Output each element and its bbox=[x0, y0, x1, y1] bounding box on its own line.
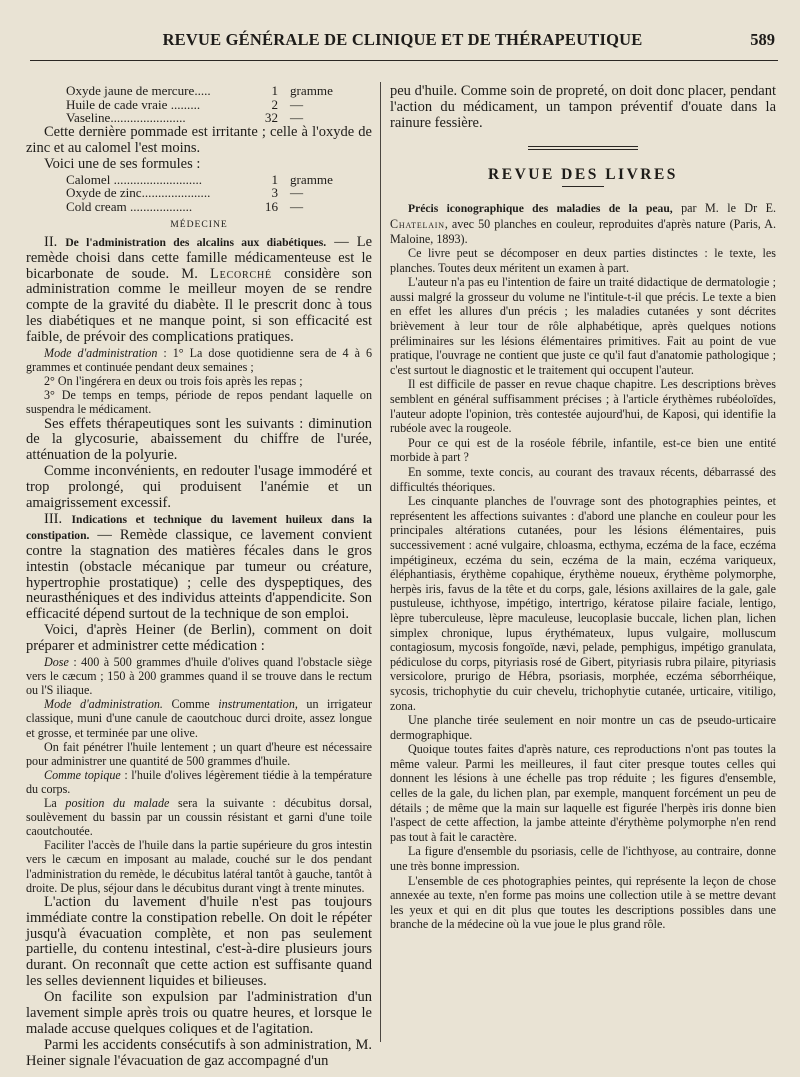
section-title: De l'administration des alcalins aux diabétiques. bbox=[65, 235, 327, 249]
paragraph: On fait pénétrer l'huile lentement ; un quart d'heure est nécessaire pour administrer une quantité de 500 grammes d'huile. bbox=[26, 739, 372, 768]
ingredient-qty: 2 bbox=[271, 96, 278, 112]
paragraph: L'auteur n'a pas eu l'intention de faire un traité didactique de dermatologie ; aussi malgré la grosseur du volume ne l'intitule-t-il que précis. Le texte a bien en effet les allures d'un précis ; les maladies cutanées y sont décrites brièvement à leur tour de rôle alphabétique, après quelques notions préliminaires sur les lésions élémentaires primitives. Fait au point de vue pratique, l'ouvrage ne contient que juste ce qu'il faut d'anatomie pathologique ; c'est surtout le diagnostic et le traitement qui occupent l'auteur. bbox=[390, 275, 776, 377]
paragraph: L'action du lavement d'huile n'est pas toujours immédiate contre la constipation rebelle. On doit le répéter jusqu'à évacuation complète, et non pas seulement partielle, du contenu intestinal, c'est-à-dire plusieurs jours durant. On reconnaît que cette action est suffisante quand les selles deviennent liquides et bilieuses. bbox=[26, 893, 372, 990]
journal-title: REVUE GÉNÉRALE DE CLINIQUE ET DE THÉRAPEUTIQUE bbox=[162, 30, 643, 49]
ingredient-name: Oxyde jaune de mercure..... bbox=[66, 84, 211, 98]
section-number: II. bbox=[44, 233, 58, 250]
mode-admin-paragraph bbox=[26, 697, 372, 739]
ingredient-qty: 1 bbox=[271, 83, 278, 98]
book-citation bbox=[390, 201, 776, 246]
ingredient-unit: — bbox=[290, 110, 304, 126]
ingredient-unit: — bbox=[290, 96, 304, 112]
ingredient-qty: 32 bbox=[264, 110, 278, 126]
position-label: position du malade bbox=[65, 796, 170, 811]
ingredient-unit: gramme bbox=[290, 83, 333, 98]
left-column bbox=[26, 84, 372, 1070]
paragraph: 2° On l'ingérera en deux ou trois fois après les repas ; bbox=[44, 374, 303, 389]
ingredient-qty: 1 bbox=[271, 171, 278, 187]
formula-row bbox=[26, 98, 372, 112]
paragraph: Il est difficile de passer en revue chaque chapitre. Les descriptions brèves semblent en général suffisamment précises ; à l'article érythèmes rubéoloïdes, l'auteur adopte l'opinion, très contestée aujourd'hui, de Kaposi, qui identifie la rubéole avec la rougeole. bbox=[390, 377, 776, 436]
ingredient-name: Calomel ........................... bbox=[66, 172, 203, 187]
book-author: Chatelain bbox=[390, 216, 445, 231]
instrument-label: instrumentation, bbox=[218, 697, 298, 712]
formula-row bbox=[26, 200, 372, 214]
paragraph: La figure d'ensemble du psoriasis, celle de l'ichthyose, au contraire, donne une très bonne impression. bbox=[390, 844, 776, 874]
header-rule bbox=[30, 60, 778, 61]
paragraph: Parmi les accidents consécutifs à son administration, M. Heiner signale l'évacuation de gaz accompagné d'un bbox=[26, 1036, 372, 1069]
text-run: : 400 à 500 grammes d'huile d'olives quand l'obstacle siège vers le cæcum ; 150 à 200 grammes quand il se trouve dans le rectum ou l'S iliaque. bbox=[26, 655, 372, 698]
ingredient-unit: — bbox=[290, 198, 304, 214]
formula-table-2 bbox=[26, 173, 372, 214]
paragraph: Ses effets thérapeutiques sont les suivants : diminution de la glycosurie, abaissement du chiffre de l'urée, atténuation de la polyurie. bbox=[26, 415, 372, 464]
text-run: sera la suivante : décubitus dorsal, soulèvement du bassin par un coussin résistant et garni d'une toile caoutchoutée. bbox=[26, 796, 372, 839]
section-underline bbox=[562, 186, 604, 187]
mode-paragraph bbox=[26, 346, 372, 374]
ingredient-qty: 16 bbox=[264, 198, 278, 214]
right-column bbox=[390, 84, 776, 932]
formula-table-1 bbox=[26, 84, 372, 125]
dose-label: Dose bbox=[44, 655, 69, 670]
text-run: , avec 50 planches en couleur, reproduites d'après nature (Paris, A. Maloine, 1893). bbox=[390, 216, 776, 246]
mode-admin-label: Mode d'administration. bbox=[44, 697, 163, 712]
book-title: Précis iconographique des maladies de la peau, bbox=[408, 202, 673, 216]
paragraph: Faciliter l'accès de l'huile dans la partie supérieure du gros intestin vers le cæcum en imposant au malade, couché sur le dos pendant l'administration du remède, le décubitus latéral tantôt à gauche, tantôt à droite. De plus, séjour dans le décubitus durant vingt à trente minutes. bbox=[26, 838, 372, 895]
text-run: Le remède choisi dans cette famille médicamenteuse est le bicarbonate de soude. M. bbox=[26, 233, 373, 282]
section-title: REVUE DES LIVRES bbox=[488, 165, 678, 183]
text-run: Comme bbox=[162, 697, 219, 712]
formula-row bbox=[26, 186, 372, 200]
paragraph: Voici une de ses formules : bbox=[44, 155, 201, 172]
paragraph: peu d'huile. Comme soin de propreté, on doit donc placer, pendant l'action du médicament, un tampon préventif d'ouate dans la rainure fessière. bbox=[390, 83, 776, 131]
text-run: un irrigateur classique, muni d'une canule de caoutchouc durci droite, assez longue et grosse, et terminée par une olive. bbox=[26, 697, 372, 740]
paragraph: En somme, texte concis, au courant des travaux récents, débarrassé des difficultés théoriques. bbox=[390, 465, 776, 494]
section-ii-paragraph bbox=[26, 235, 372, 346]
formula-row bbox=[26, 84, 372, 98]
paragraph: Comme inconvénients, en redouter l'usage immodéré et trop prolongé, qui produisent l'anémie et un amaigrissement excessif. bbox=[26, 463, 372, 512]
paragraph: L'ensemble de ces photographies peintes, qui représente la leçon de chose annexée au texte, n'en forme pas moins une collection utile à se mettre devant les yeux et qui en dit plus que toutes les descriptions possibles dans une branche de la médecine où la vue joue le plus grand rôle. bbox=[390, 873, 776, 932]
page-number: 589 bbox=[750, 30, 775, 49]
section-title: Indications et technique du lavement huileux dans la constipation. bbox=[26, 512, 373, 542]
paragraph: On facilite son expulsion par l'administration d'un lavement simple après trois ou quatre heures, et lorsque le malade accuse quelques coliques et de l'agitation. bbox=[26, 989, 372, 1037]
section-iii-paragraph bbox=[26, 512, 372, 623]
paragraph: Une planche tirée seulement en noir montre un cas de pseudo-urticaire dermographique. bbox=[390, 713, 776, 742]
position-paragraph bbox=[26, 796, 372, 838]
paragraph: Ce livre peut se décomposer en deux parties distinctes : le texte, les planches. Toutes deux méritent un examen à part. bbox=[390, 246, 776, 275]
paragraph: Cette dernière pommade est irritante ; celle à l'oxyde de zinc et au calomel l'est moins. bbox=[26, 123, 372, 156]
text-run: considère son administration comme le meilleur moyen de se rendre compte de la gravité du diabète. Il le prescrit donc à tous les diabétiques et ne manque point, si son efficacité est faible, de prévoir des complications pratiques. bbox=[26, 265, 372, 346]
paragraph: Les cinquante planches de l'ouvrage sont des photographies peintes, et représentent les affections suivantes : d'abord une planche en couleur pour les principales altérations cutanées, pour les lésions élémentaires, puis successivement : acné vulgaire, chloasma, ecthyma, eczéma de la face, eczéma impétigineux, eczéma du sein, eczéma de la main, eczéma variqueux, éléphantiasis, érythème copahique, érythème noueux, érythème polymorphe, herpès iris, favus de la tête et du corps, gale, lésions axillaires de la gale, gale pustuleuse, ichthyose, impétigo, intertrigo, kératose pilaire faciale, lentigo, lèpre tuberculeuse, lèpre maculeuse, leucoplasie buccale, lichen plan, lichen simplex chronique, lupus érythémateux, lupus vulgaire, molluscum contagiosum, mycosis fongoïde, nævi, pelade, pemphigus, impétigo granulata, pédiculose du corps, pityriasis rosé de Gibert, pityriasis rubra pilaire, pityriasis versicolore, prurigo de Hébra, psoriasis, morphée, eczéma séborrhéique, sycosis, trichophytie du cuir chevelu, trichophytie cutanée, urticaire, vitiligo, zona. bbox=[390, 494, 776, 713]
author-name: Lecorché bbox=[210, 265, 272, 282]
topique-paragraph bbox=[26, 768, 372, 796]
double-rule bbox=[528, 146, 638, 150]
section-label-medecine: MÉDECINE bbox=[170, 219, 228, 231]
column-divider bbox=[380, 82, 381, 1042]
paragraph: Pour ce qui est de la roséole fébrile, infantile, est-ce bien une entité morbide à part ? bbox=[390, 435, 776, 465]
text-run: — Remède classique, ce lavement convient contre la stagnation des matières fécales dans le gros intestin (obstacle mécanique par tumeur ou créature, hypertrophie prostatique) ; celle des dyspeptiques, des neurasthéniques et des individus atteints d'appendicite. Son efficacité dépend surtout de la technique de son emploi. bbox=[26, 526, 372, 623]
ingredient-unit: gramme bbox=[290, 171, 333, 187]
running-header bbox=[30, 30, 775, 54]
paragraph: Quoique toutes faites d'après nature, ces reproductions n'ont pas toutes la même valeur. Parmi les meilleures, il faut citer presque toutes celles qui donnent les lésions à une échelle pas trop réduite ; les figures d'ensemble, celles de la gale, du lichen plan, par exemple, manquent forcément un peu de détails ; de même que la main sur laquelle est figurée l'herpès iris donne bien l'aspect de cette affection, la jambe atteinte d'érythème polymorphe n'en rend pas tout à fait le caractère. bbox=[390, 742, 776, 844]
ingredient-name: Oxyde de zinc..................... bbox=[66, 186, 211, 200]
paragraph: Voici, d'après Heiner (de Berlin), comment on doit préparer et administrer cette médication : bbox=[26, 622, 372, 655]
formula-row bbox=[26, 173, 372, 187]
text-run: : l'huile d'olives légèrement tiédie à la température du corps. bbox=[26, 767, 372, 796]
ingredient-unit: — bbox=[290, 185, 304, 201]
dose-paragraph bbox=[26, 655, 372, 697]
paragraph: 3° De temps en temps, période de repos pendant laquelle on suspendra le médicament. bbox=[26, 388, 372, 417]
ingredient-name: Vaseline....................... bbox=[66, 111, 186, 125]
formula-row bbox=[26, 111, 372, 125]
text-run: par M. le Dr E. bbox=[672, 201, 776, 216]
mode-label: Mode d'administration bbox=[44, 346, 158, 361]
text-run: La bbox=[44, 796, 66, 811]
topique-label: Comme topique bbox=[44, 767, 121, 782]
ingredient-name: Cold cream ................... bbox=[66, 199, 193, 214]
dash: — bbox=[326, 233, 349, 250]
section-number: III. bbox=[44, 510, 63, 527]
text-run: : 1° La dose quotidienne sera de 4 à 6 grammes et continuée pendant deux semaines ; bbox=[26, 346, 373, 375]
ingredient-qty: 3 bbox=[271, 185, 278, 201]
ingredient-name: Huile de cade vraie ......... bbox=[66, 97, 201, 112]
